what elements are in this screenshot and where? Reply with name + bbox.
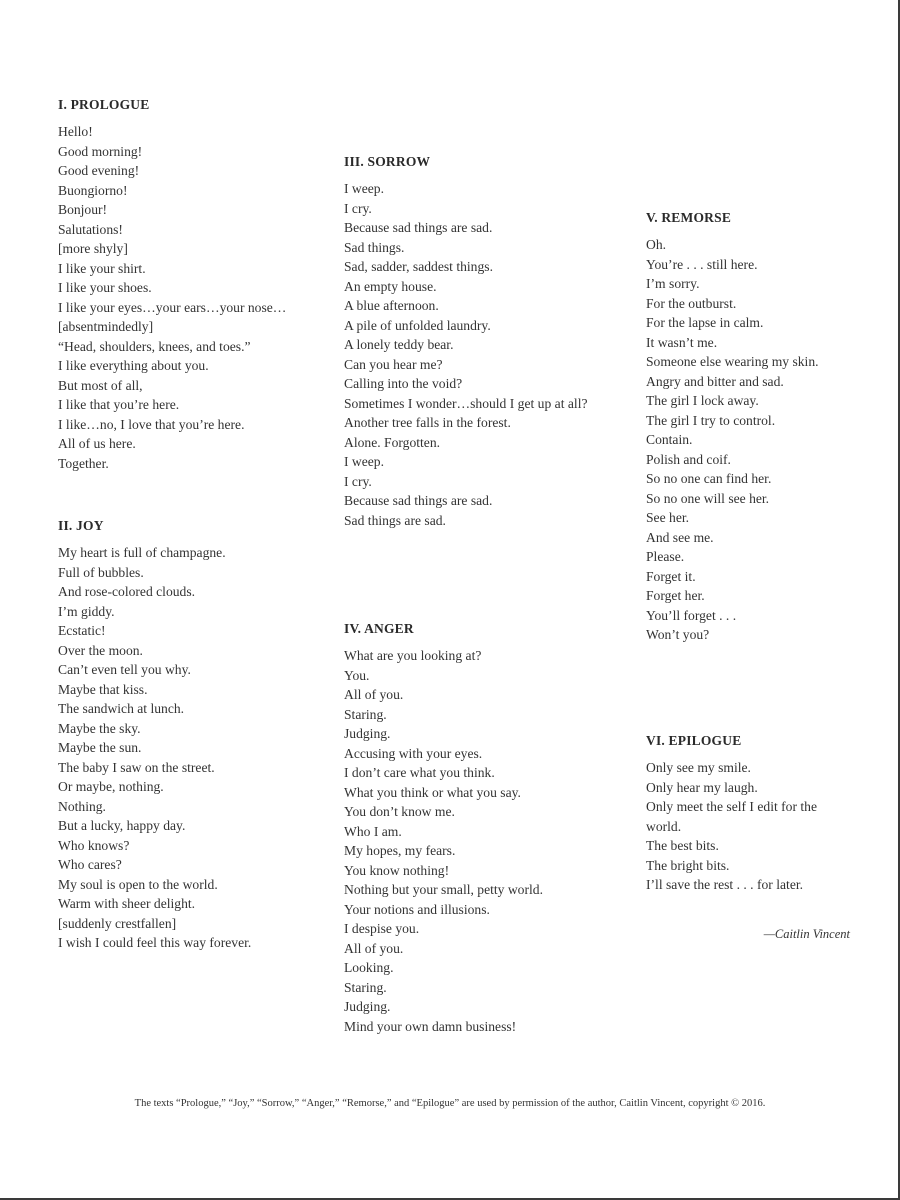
verse-line: Nothing but your small, petty world. xyxy=(344,882,543,897)
verse-line: Full of bubbles. xyxy=(58,564,144,580)
verse-lines xyxy=(58,122,328,473)
verse-line: All of us here. xyxy=(58,436,136,451)
verse-line: I like your shoes. xyxy=(58,280,152,295)
permission-footnote: The texts “Prologue,” “Joy,” “Sorrow,” “Anger,” “Remorse,” and “Epilogue” are used by permission of the author, Caitlin Vincent, copyright © 2016. xyxy=(134,1098,766,1109)
verse-line: I like…no, I love that you’re here. xyxy=(58,416,245,432)
verse-line: See her. xyxy=(646,510,690,525)
section-anger xyxy=(344,620,634,1036)
verse-line: And rose-colored clouds. xyxy=(58,584,196,599)
verse-line: I like that you’re here. xyxy=(58,397,180,412)
verse-line: It wasn’t me. xyxy=(646,334,718,350)
verse-line: My soul is open to the world. xyxy=(58,876,218,892)
verse-line: Accusing with your eyes. xyxy=(344,745,483,761)
verse-line: Mind your own damn business! xyxy=(344,1018,517,1034)
verse-line: Who knows? xyxy=(58,837,130,853)
verse-line: Looking. xyxy=(344,960,394,975)
verse-lines xyxy=(646,235,866,645)
verse-line: Oh. xyxy=(646,237,667,252)
verse-line: I like your eyes…your ears…your nose… xyxy=(58,299,287,315)
verse-line: I’m sorry. xyxy=(646,276,700,291)
verse-line: A lonely teddy bear. xyxy=(344,337,454,352)
section-heading: VI. EPILOGUE xyxy=(646,733,742,748)
verse-line: Staring. xyxy=(344,706,387,722)
author-signature: —Caitlin Vincent xyxy=(763,927,850,941)
verse-line: Nothing. xyxy=(58,798,106,814)
verse-line: You don’t know me. xyxy=(344,804,455,819)
section-heading: II. JOY xyxy=(58,518,104,533)
verse-line: A blue afternoon. xyxy=(344,298,439,313)
verse-lines xyxy=(344,646,634,1036)
verse-line: [more shyly] xyxy=(58,241,128,256)
verse-line: Contain. xyxy=(646,432,693,447)
verse-line: Calling into the void? xyxy=(344,376,463,391)
verse-line: What are you looking at? xyxy=(344,648,482,663)
verse-line: I wish I could feel this way forever. xyxy=(58,935,252,950)
section-epilogue xyxy=(646,732,851,895)
verse-line: So no one can find her. xyxy=(646,471,772,486)
verse-line: You’ll forget . . . xyxy=(646,607,737,623)
verse-line: Sometimes I wonder…should I get up at all? xyxy=(344,395,588,411)
section-prologue xyxy=(58,96,328,473)
verse-line: I weep. xyxy=(344,181,385,196)
verse-line: The sandwich at lunch. xyxy=(58,701,185,716)
verse-line: Angry and bitter and sad. xyxy=(646,373,784,389)
verse-line: Can you hear me? xyxy=(344,356,443,372)
verse-line: Forget her. xyxy=(646,588,705,603)
verse-line: Staring. xyxy=(344,979,387,995)
verse-line: Who I am. xyxy=(344,823,402,839)
verse-line: I’ll save the rest . . . for later. xyxy=(646,877,804,892)
verse-line: Sad things. xyxy=(344,239,405,255)
verse-line: Alone. Forgotten. xyxy=(344,434,441,450)
verse-line: I despise you. xyxy=(344,921,420,936)
verse-line: Over the moon. xyxy=(58,642,143,658)
verse-line: The baby I saw on the street. xyxy=(58,759,215,775)
verse-line: You. xyxy=(344,667,370,683)
section-heading: III. SORROW xyxy=(344,154,431,169)
verse-line: Salutations! xyxy=(58,221,123,237)
verse-line: Only meet the self I edit for the world. xyxy=(646,799,817,834)
verse-line: I like everything about you. xyxy=(58,358,209,373)
section-remorse xyxy=(646,209,866,645)
verse-line: All of you. xyxy=(344,940,404,956)
verse-line: Only hear my laugh. xyxy=(646,779,758,795)
section-sorrow xyxy=(344,153,634,530)
verse-line: [absentmindedly] xyxy=(58,319,154,334)
verse-line: All of you. xyxy=(344,687,404,702)
verse-line: Warm with sheer delight. xyxy=(58,896,196,911)
verse-line: Someone else wearing my skin. xyxy=(646,354,819,369)
verse-line: I cry. xyxy=(344,200,372,216)
verse-line: Good morning! xyxy=(58,143,143,159)
verse-line: Maybe that kiss. xyxy=(58,681,148,697)
verse-line: Your notions and illusions. xyxy=(344,901,490,917)
verse-line: Buongiorno! xyxy=(58,182,128,198)
section-heading: V. REMORSE xyxy=(646,210,732,225)
verse-line: I’m giddy. xyxy=(58,603,115,619)
verse-line: “Head, shoulders, knees, and toes.” xyxy=(58,338,251,354)
verse-line: I cry. xyxy=(344,473,372,489)
verse-line: Ecstatic! xyxy=(58,623,106,638)
verse-line: Please. xyxy=(646,549,685,564)
verse-line: So no one will see her. xyxy=(646,490,770,506)
verse-line: Hello! xyxy=(58,124,93,139)
verse-lines xyxy=(344,179,634,530)
verse-line: The best bits. xyxy=(646,838,719,853)
verse-line: Bonjour! xyxy=(58,202,108,217)
verse-line: [suddenly crestfallen] xyxy=(58,915,177,931)
verse-line: Sad, sadder, saddest things. xyxy=(344,259,493,274)
verse-line: Or maybe, nothing. xyxy=(58,779,164,794)
verse-line: Maybe the sun. xyxy=(58,740,142,755)
section-heading: IV. ANGER xyxy=(344,621,414,636)
verse-line: Forget it. xyxy=(646,568,696,584)
verse-line: And see me. xyxy=(646,529,714,545)
verse-line: An empty house. xyxy=(344,278,437,294)
verse-line: Good evening! xyxy=(58,163,140,178)
verse-lines xyxy=(646,758,851,895)
verse-line: Only see my smile. xyxy=(646,760,751,775)
verse-line: A pile of unfolded laundry. xyxy=(344,317,491,333)
verse-line: Another tree falls in the forest. xyxy=(344,415,511,430)
verse-line: But most of all, xyxy=(58,377,143,393)
verse-line: For the lapse in calm. xyxy=(646,315,764,330)
verse-line: My hopes, my fears. xyxy=(344,843,456,858)
verse-line: Sad things are sad. xyxy=(344,512,446,528)
verse-line: Maybe the sky. xyxy=(58,720,141,736)
verse-line: Polish and coif. xyxy=(646,451,731,467)
section-heading: I. PROLOGUE xyxy=(58,97,150,112)
verse-line: Because sad things are sad. xyxy=(344,493,493,508)
verse-line: I like your shirt. xyxy=(58,260,146,276)
verse-line: The girl I lock away. xyxy=(646,393,759,408)
verse-line: Together. xyxy=(58,455,109,471)
section-joy xyxy=(58,517,328,953)
verse-line: Because sad things are sad. xyxy=(344,220,493,235)
verse-line: Can’t even tell you why. xyxy=(58,662,191,677)
verse-line: But a lucky, happy day. xyxy=(58,818,186,833)
verse-line: For the outburst. xyxy=(646,295,737,311)
verse-line: I don’t care what you think. xyxy=(344,765,495,780)
verse-line: Judging. xyxy=(344,999,391,1014)
verse-lines xyxy=(58,543,328,953)
verse-line: The girl I try to control. xyxy=(646,412,776,428)
verse-line: You’re . . . still here. xyxy=(646,256,758,272)
verse-line: My heart is full of champagne. xyxy=(58,545,226,560)
verse-line: Who cares? xyxy=(58,857,122,872)
verse-line: You know nothing! xyxy=(344,862,450,878)
verse-line: I weep. xyxy=(344,454,385,469)
verse-line: Judging. xyxy=(344,726,391,741)
verse-line: Won’t you? xyxy=(646,627,710,642)
verse-line: The bright bits. xyxy=(646,857,730,873)
verse-line: What you think or what you say. xyxy=(344,784,521,800)
